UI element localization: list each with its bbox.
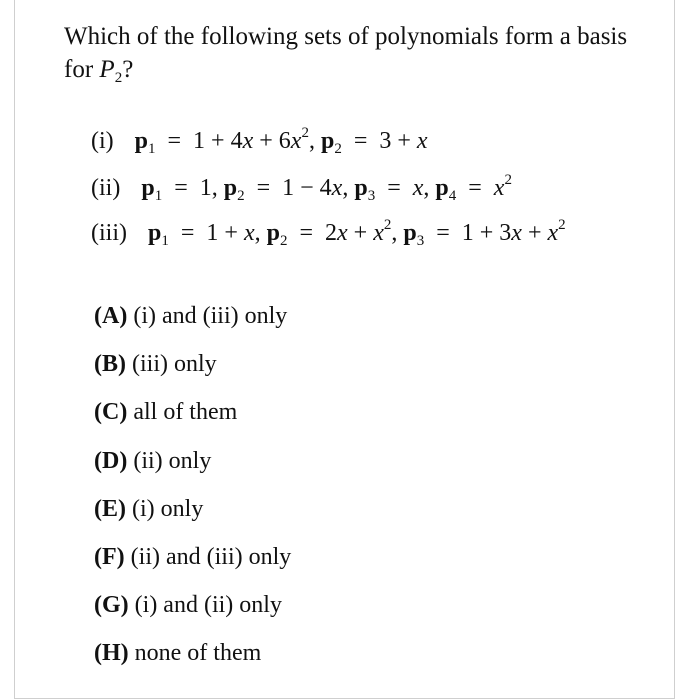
- choice-letter: (B): [94, 351, 126, 377]
- set-label: (iii): [91, 220, 127, 246]
- choice-text: (ii) only: [133, 448, 212, 474]
- question-line-2-suffix: ?: [122, 56, 134, 83]
- question-line-1: Which of the following sets of polynomials form a basis: [64, 23, 628, 50]
- question-line-2-prefix: for: [64, 56, 100, 83]
- question-card: [14, 0, 675, 699]
- choice-letter: (C): [94, 399, 128, 425]
- space-symbol: P: [99, 56, 115, 83]
- choice-e[interactable]: [94, 496, 203, 523]
- choice-text: (iii) only: [132, 351, 217, 377]
- choice-letter: (H): [94, 640, 129, 666]
- set-i: [91, 125, 428, 157]
- choice-text: (i) only: [132, 496, 204, 522]
- set-expression: $p_1 = 1 + 4x + 6x^2$, $p_2 = 3 + x$: [134, 125, 428, 157]
- choice-letter: (E): [94, 496, 126, 522]
- set-expression: $p_1 = 1$, $p_2 = 1 - 4x$, $p_3 = x$, $p_4 = x^2$: [141, 172, 512, 204]
- space-index: 2: [114, 70, 123, 86]
- set-iii: [91, 217, 566, 249]
- choice-letter: (D): [94, 448, 128, 474]
- set-expression: $p_1 = 1 + x$, $p_2 = 2x + x^2$, $p_3 = 1 + 3x + x^2$: [148, 217, 566, 249]
- choice-text: (i) and (ii) only: [134, 592, 282, 618]
- question-text: [64, 20, 674, 86]
- choice-letter: (G): [94, 592, 129, 618]
- choice-g[interactable]: [94, 592, 282, 619]
- choice-text: (i) and (iii) only: [133, 303, 288, 329]
- choice-c[interactable]: [94, 399, 237, 426]
- set-label: (i): [91, 128, 114, 154]
- set-label: (ii): [91, 175, 121, 201]
- choice-a[interactable]: [94, 303, 287, 330]
- choice-d[interactable]: [94, 448, 211, 475]
- choice-text: none of them: [134, 640, 262, 666]
- choice-f[interactable]: [94, 544, 291, 571]
- choice-b[interactable]: [94, 351, 217, 378]
- choice-letter: (A): [94, 303, 128, 329]
- choice-h[interactable]: [94, 640, 261, 667]
- choice-text: all of them: [133, 399, 238, 425]
- choice-text: (ii) and (iii) only: [130, 544, 292, 570]
- choice-letter: (F): [94, 544, 125, 570]
- set-ii: [91, 172, 512, 204]
